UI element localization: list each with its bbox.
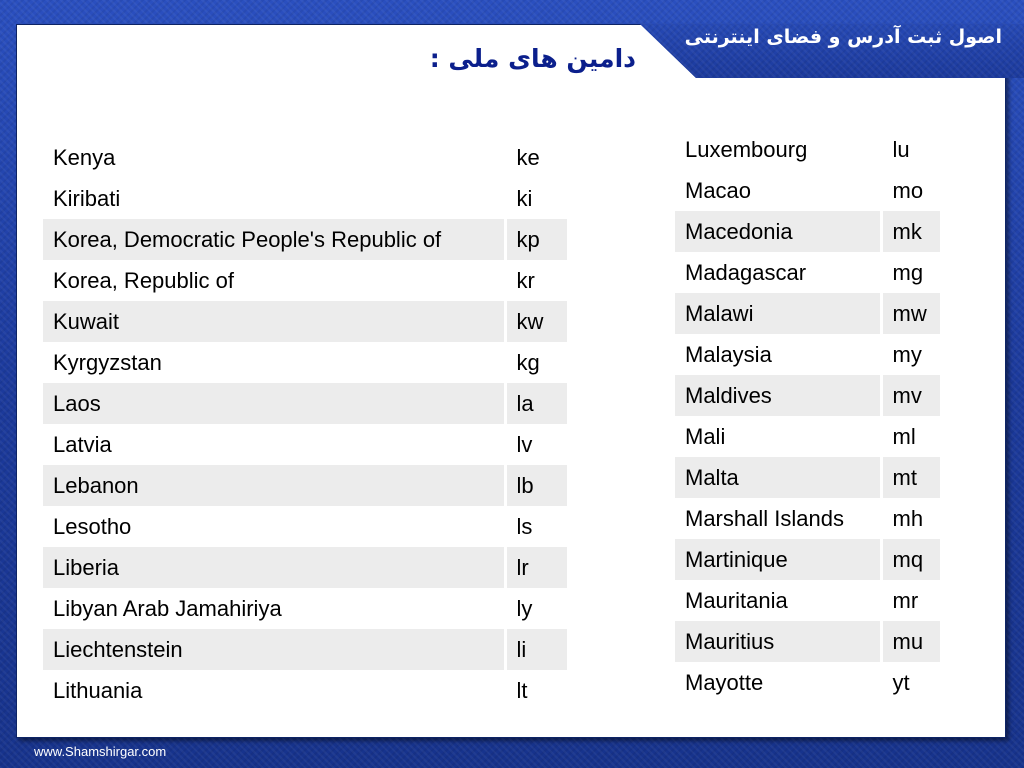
table-row xyxy=(675,211,940,252)
country-cell: Malaysia xyxy=(685,341,772,367)
domain-code-cell: kp xyxy=(505,219,567,260)
table-row xyxy=(675,621,940,662)
domain-code-cell: lu xyxy=(881,129,940,170)
table-row xyxy=(43,588,567,629)
table-row xyxy=(43,301,567,342)
country-cell: Libyan Arab Jamahiriya xyxy=(53,595,282,621)
country-cell: Malta xyxy=(675,457,881,498)
table-row xyxy=(675,170,940,211)
country-cell: Liberia xyxy=(43,547,505,588)
country-cell: Kenya xyxy=(53,144,116,170)
table-row xyxy=(675,539,940,580)
domain-code-cell: mu xyxy=(881,621,940,662)
country-cell: Macao xyxy=(685,177,752,203)
table-row xyxy=(675,375,940,416)
table-row xyxy=(675,457,940,498)
country-cell: Maldives xyxy=(675,375,881,416)
domain-code-cell: lt xyxy=(505,670,567,711)
table-row xyxy=(43,137,567,178)
country-cell: Kuwait xyxy=(43,301,505,342)
domain-code-cell: la xyxy=(505,383,567,424)
domain-code-cell: ls xyxy=(505,506,567,547)
table-row xyxy=(675,252,940,293)
domain-code-cell: kr xyxy=(505,260,567,301)
country-cell: Liechtenstein xyxy=(43,629,505,670)
table-row xyxy=(675,416,940,457)
country-cell: Martinique xyxy=(675,539,881,580)
domain-code-cell: mv xyxy=(881,375,940,416)
table-row xyxy=(43,424,567,465)
country-cell: Macedonia xyxy=(675,211,881,252)
domain-code-cell: mr xyxy=(881,580,940,621)
table-row xyxy=(43,383,567,424)
domain-code-cell: yt xyxy=(881,662,940,703)
table-row xyxy=(43,260,567,301)
page-title: دامین های ملی : xyxy=(429,44,636,73)
table-row xyxy=(675,498,940,539)
table-row xyxy=(675,334,940,375)
country-cell: Malawi xyxy=(675,293,881,334)
country-cell: Lebanon xyxy=(43,465,505,506)
domain-code-cell: mk xyxy=(881,211,940,252)
country-cell: Lithuania xyxy=(53,677,143,703)
table-row xyxy=(43,465,567,506)
country-cell: Kiribati xyxy=(53,185,121,211)
domain-code-cell: ml xyxy=(881,416,940,457)
footer-website-link[interactable]: www.Shamshirgar.com xyxy=(34,744,167,759)
domain-code-cell: kg xyxy=(505,342,567,383)
country-domains-table-left xyxy=(43,137,567,711)
table-row xyxy=(43,342,567,383)
country-cell: Madagascar xyxy=(685,259,807,285)
table-row xyxy=(675,662,940,703)
table-row xyxy=(43,547,567,588)
domain-code-cell: mq xyxy=(881,539,940,580)
country-cell: Luxembourg xyxy=(685,136,808,162)
domain-code-cell: kw xyxy=(505,301,567,342)
domain-code-cell: ke xyxy=(505,137,567,178)
country-cell: Laos xyxy=(43,383,505,424)
domain-code-cell: ly xyxy=(505,588,567,629)
country-cell: Lesotho xyxy=(53,513,132,539)
domain-code-cell: li xyxy=(505,629,567,670)
domain-code-cell: mw xyxy=(881,293,940,334)
domain-code-cell: lr xyxy=(505,547,567,588)
domain-code-cell: my xyxy=(881,334,940,375)
domain-code-cell: lv xyxy=(505,424,567,465)
table-row xyxy=(43,629,567,670)
country-cell: Marshall Islands xyxy=(685,505,844,531)
table-row xyxy=(675,129,940,170)
domain-code-cell: mo xyxy=(881,170,940,211)
country-cell: Mauritius xyxy=(675,621,881,662)
table-row xyxy=(43,219,567,260)
table-row xyxy=(675,293,940,334)
slide-section-title: اصول ثبت آدرس و فضای اینترنتی xyxy=(684,26,1002,48)
country-cell: Kyrgyzstan xyxy=(53,349,162,375)
domain-code-cell: ki xyxy=(505,178,567,219)
domain-code-cell: lb xyxy=(505,465,567,506)
country-cell: Mayotte xyxy=(685,669,764,695)
country-cell: Latvia xyxy=(53,431,112,457)
table-row xyxy=(43,506,567,547)
country-cell: Korea, Republic of xyxy=(53,267,234,293)
country-cell: Korea, Democratic People's Republic of xyxy=(43,219,505,260)
table-row xyxy=(43,178,567,219)
country-domains-table-right xyxy=(675,129,940,703)
country-cell: Mali xyxy=(685,423,726,449)
table-row xyxy=(675,580,940,621)
country-cell: Mauritania xyxy=(685,587,788,613)
domain-code-cell: mt xyxy=(881,457,940,498)
domain-code-cell: mg xyxy=(881,252,940,293)
table-row xyxy=(43,670,567,711)
domain-code-cell: mh xyxy=(881,498,940,539)
